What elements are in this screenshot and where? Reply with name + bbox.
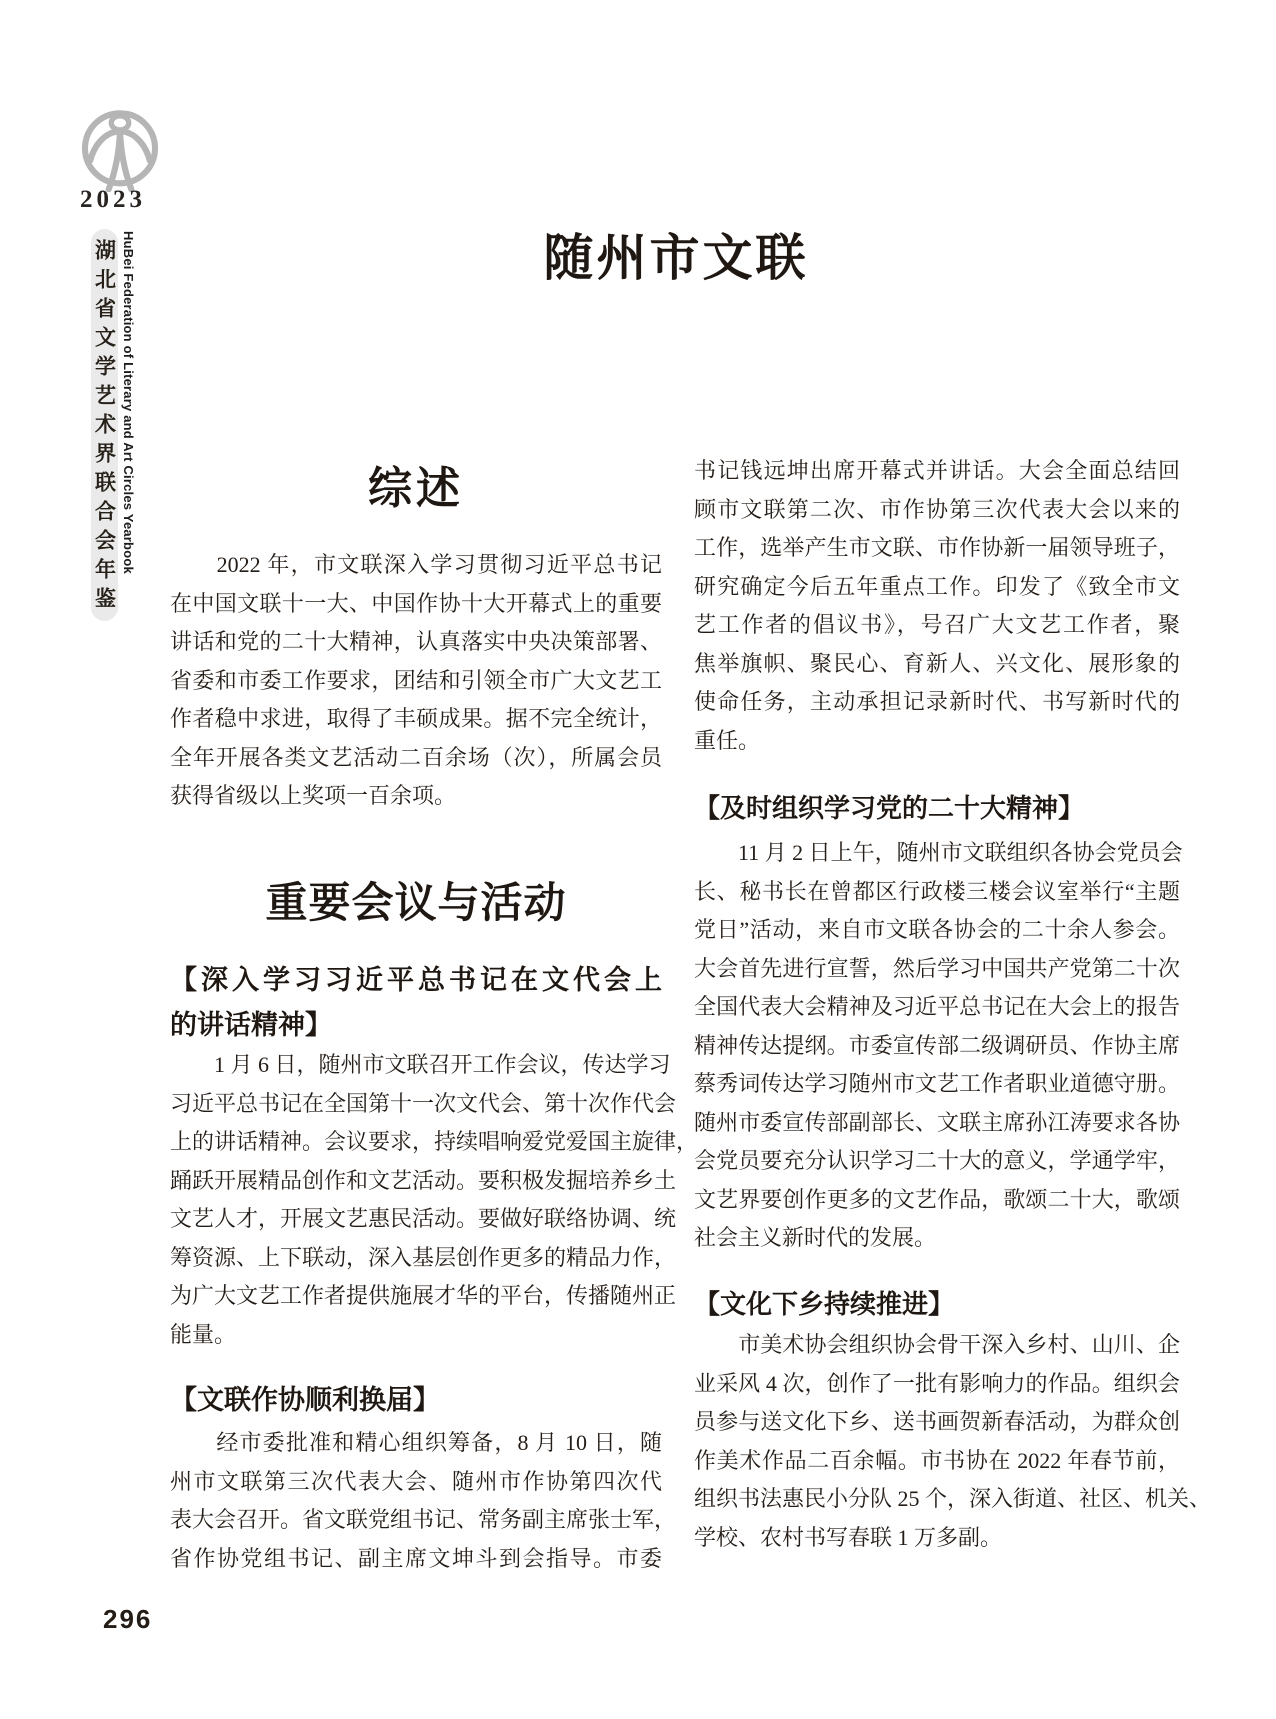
text-line: 使命任务，主动承担记录新时代、书写新时代的 bbox=[694, 689, 1180, 714]
sidebar-strip bbox=[91, 229, 118, 621]
text-line: 长、秘书长在曾都区行政楼三楼会议室举行“主题 bbox=[694, 878, 1180, 904]
culture-countryside-paragraph bbox=[694, 1326, 1212, 1557]
text-line: 讲话和党的二十大精神，认真落实中央决策部署、 bbox=[170, 629, 662, 654]
text-line: 随州市委宣传部副部长、文联主席孙江涛要求各协 bbox=[694, 1109, 1180, 1135]
text-line: 为广大文艺工作者提供施展才华的平台，传播随州正 bbox=[170, 1283, 677, 1308]
text-line: 工作，选举产生市文联、市作协新一届领导班子， bbox=[694, 535, 1180, 560]
text-line: 在中国文联十一大、中国作协十大开幕式上的重要 bbox=[170, 590, 662, 616]
text-line: 顾市文联第二次、市作协第三次代表大会以来的 bbox=[694, 496, 1180, 522]
text-line: 大会首先进行宣誓，然后学习中国共产党第二十次 bbox=[694, 955, 1180, 981]
text-line: 省委和市委工作要求，团结和引领全市广大文艺工 bbox=[170, 667, 662, 693]
overview-paragraph bbox=[170, 546, 662, 816]
yearbook-title-en-vertical: HuBei Federation of Literary and Art Circles Yearbook bbox=[121, 231, 136, 574]
page-number: 296 bbox=[103, 1604, 153, 1634]
text-line: 业采风 4 次，创作了一批有影响力的作品。组织会 bbox=[694, 1370, 1180, 1396]
text-line: 书记钱远坤出席开幕式并讲话。大会全面总结回 bbox=[694, 458, 1180, 483]
text-line: 踊跃开展精品创作和文艺活动。要积极发掘培养乡土 bbox=[170, 1167, 677, 1193]
entry-heading-line: 的讲话精神】 bbox=[170, 1010, 332, 1040]
text-line: 11 月 2 日上午，随州市文联组织各协会党员会 bbox=[694, 840, 1183, 865]
text-line: 蔡秀词传达学习随州市文艺工作者职业道德守册。 bbox=[694, 1071, 1180, 1096]
text-line: 党日”活动，来自市文联各协会的二十余人参会。 bbox=[694, 917, 1180, 942]
text-line: 组织书法惠民小分队 25 个，深入街道、社区、机关、 bbox=[694, 1486, 1212, 1511]
congress-study-paragraph bbox=[694, 834, 1183, 1258]
text-line: 员参与送文化下乡、送书画贺新春活动，为群众创 bbox=[694, 1409, 1180, 1434]
text-line: 筹资源、上下联动，深入基层创作更多的精品力作， bbox=[170, 1244, 677, 1270]
text-line: 重任。 bbox=[694, 727, 761, 753]
text-line: 艺工作者的倡议书》，号召广大文艺工作者，聚 bbox=[694, 612, 1180, 637]
entry-heading-20th-congress: 【及时组织学习党的二十大精神】 bbox=[694, 793, 1085, 823]
text-line: 经市委批准和精心组织筹备，8 月 10 日，随 bbox=[170, 1430, 662, 1455]
text-line: 省作协党组书记、副主席文坤斗到会指导。市委 bbox=[170, 1545, 662, 1571]
text-line: 能量。 bbox=[170, 1321, 237, 1347]
yearbook-title-cn-vertical: 湖北省文学艺术界联合会年鉴 bbox=[92, 239, 117, 616]
yearbook-year: 2023 bbox=[80, 186, 146, 213]
text-line: 作美术作品二百余幅。市书协在 2022 年春节前， bbox=[694, 1447, 1180, 1473]
text-line: 文艺人才，开展文艺惠民活动。要做好联络协调、统 bbox=[170, 1206, 677, 1231]
text-line: 文艺界要创作更多的文艺作品，歌颂二十大，歌颂 bbox=[694, 1186, 1180, 1212]
text-line: 1 月 6 日，随州市文联召开工作会议，传达学习 bbox=[170, 1052, 671, 1077]
overview-heading: 综述 bbox=[368, 464, 464, 513]
text-line: 焦举旗帜、聚民心、育新人、兴文化、展形象的 bbox=[694, 650, 1180, 676]
entry-heading-line: 【深入学习习近平总书记在文代会上 bbox=[170, 965, 662, 995]
text-line: 2022 年，市文联深入学习贯彻习近平总书记 bbox=[170, 552, 662, 577]
text-line: 上的讲话精神。会议要求，持续唱响爱党爱国主旋律， bbox=[170, 1129, 699, 1154]
text-line: 会党员要充分认识学习二十大的意义，学通学牢， bbox=[694, 1148, 1180, 1173]
text-line: 精神传达提纲。市委宣传部二级调研员、作协主席 bbox=[694, 1032, 1180, 1058]
text-line: 表大会召开。省文联党组书记、常务副主席张士军， bbox=[170, 1507, 677, 1532]
text-line: 全年开展各类文艺活动二百余场（次），所属会员 bbox=[170, 744, 662, 770]
text-line: 社会主义新时代的发展。 bbox=[694, 1225, 937, 1250]
entry-heading-speech-spirit bbox=[170, 958, 662, 1048]
text-line: 学校、农村书写春联 1 万多副。 bbox=[694, 1524, 1003, 1550]
text-line: 市美术协会组织协会骨干深入乡村、山川、企 bbox=[694, 1332, 1180, 1357]
leadership-change-continuation bbox=[694, 452, 1180, 760]
text-line: 研究确定今后五年重点工作。印发了《致全市文 bbox=[694, 573, 1180, 599]
text-line: 全国代表大会精神及习近平总书记在大会上的报告 bbox=[694, 994, 1180, 1019]
federation-logo-icon bbox=[74, 108, 166, 192]
leadership-change-paragraph bbox=[170, 1424, 677, 1578]
text-line: 作者稳中求进，取得了丰硕成果。据不完全统计， bbox=[170, 706, 662, 731]
page-title: 随州市文联 bbox=[543, 230, 809, 286]
entry-heading-culture-countryside: 【文化下乡持续推进】 bbox=[694, 1289, 955, 1319]
text-line: 习近平总书记在全国第十一次文代会、第十次作代会 bbox=[170, 1090, 677, 1116]
entry-heading-leadership-change: 【文联作协顺利换届】 bbox=[170, 1385, 440, 1415]
text-line: 州市文联第三次代表大会、随州市作协第四次代 bbox=[170, 1468, 662, 1494]
speech-spirit-paragraph bbox=[170, 1046, 699, 1354]
meetings-heading: 重要会议与活动 bbox=[265, 879, 567, 926]
text-line: 获得省级以上奖项一百余项。 bbox=[170, 783, 457, 808]
